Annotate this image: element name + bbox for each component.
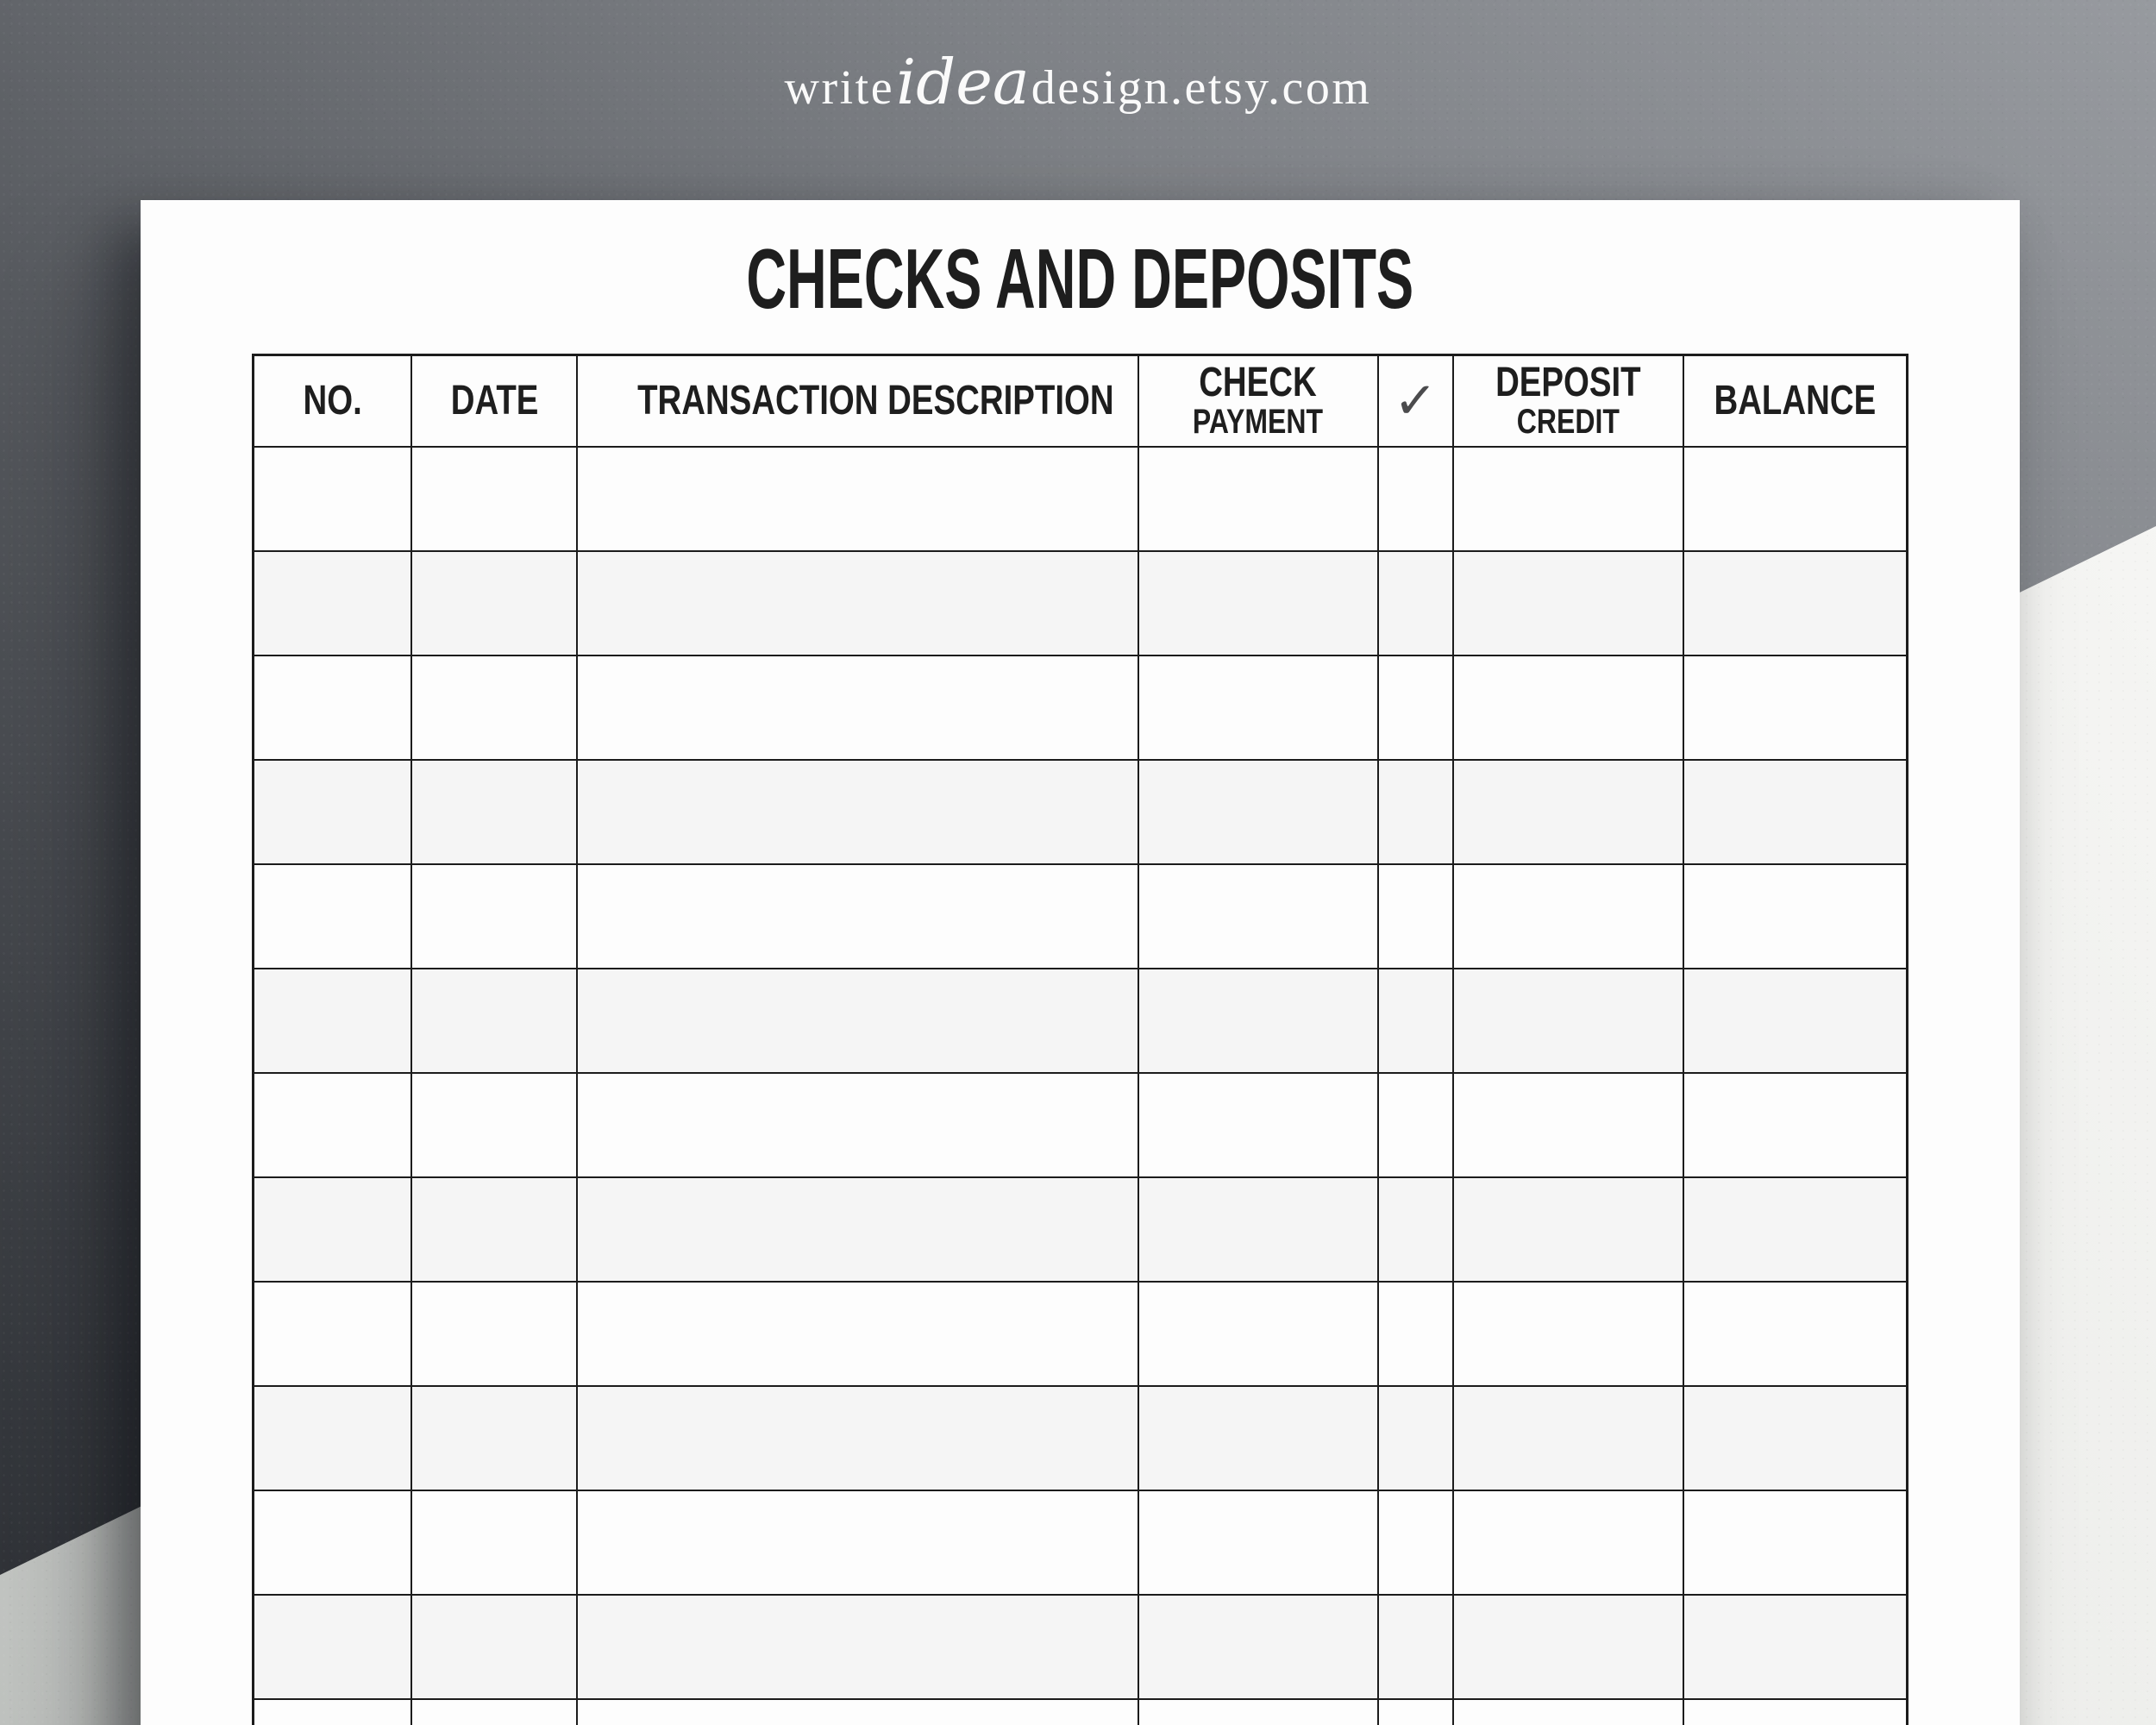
table-cell	[577, 447, 1138, 551]
table-row	[254, 1177, 1908, 1282]
table-cell	[254, 656, 412, 760]
table-cell	[1378, 1282, 1454, 1386]
table-cell	[577, 1073, 1138, 1177]
table-cell	[1138, 1699, 1378, 1725]
table-cell	[254, 1386, 412, 1490]
table-cell	[1378, 760, 1454, 864]
table-cell	[1453, 447, 1683, 551]
table-cell	[1378, 1177, 1454, 1282]
table-cell	[1683, 760, 1908, 864]
table-cell	[577, 1699, 1138, 1725]
table-cell	[1138, 760, 1378, 864]
table-cell	[1453, 1699, 1683, 1725]
table-cell	[1453, 969, 1683, 1073]
table-cell	[411, 864, 577, 969]
table-cell	[254, 1699, 412, 1725]
header-row	[254, 355, 1908, 448]
table-cell	[411, 551, 577, 656]
table-row	[254, 1490, 1908, 1595]
table-cell	[577, 760, 1138, 864]
table-cell	[1378, 1490, 1454, 1595]
table-cell	[1453, 1595, 1683, 1699]
table-cell	[254, 1073, 412, 1177]
header-balance: BALANCE	[1683, 355, 1908, 448]
table-cell	[411, 969, 577, 1073]
table-cell	[411, 1177, 577, 1282]
table-cell	[1453, 1073, 1683, 1177]
watermark-prefix: write	[784, 61, 895, 115]
table-cell	[254, 1177, 412, 1282]
checkmark-icon: ✓	[1393, 370, 1438, 432]
table-cell	[1138, 969, 1378, 1073]
table-cell	[411, 1073, 577, 1177]
table-row	[254, 864, 1908, 969]
table-cell	[254, 1490, 412, 1595]
table-cell	[1138, 1595, 1378, 1699]
table-cell	[1453, 864, 1683, 969]
table-cell	[577, 1595, 1138, 1699]
table-cell	[411, 1282, 577, 1386]
table-row	[254, 551, 1908, 656]
table-cell	[411, 1490, 577, 1595]
table-cell	[1138, 864, 1378, 969]
table-cell	[1378, 864, 1454, 969]
header-transaction-description: TRANSACTION DESCRIPTION	[577, 355, 1138, 448]
table-cell	[1138, 551, 1378, 656]
header-date: DATE	[411, 355, 577, 448]
table-row	[254, 1386, 1908, 1490]
table-cell	[1378, 551, 1454, 656]
table-cell	[411, 1386, 577, 1490]
table-row	[254, 1282, 1908, 1386]
table-cell	[254, 551, 412, 656]
table-cell	[411, 760, 577, 864]
table-cell	[577, 1177, 1138, 1282]
table-cell	[1683, 656, 1908, 760]
table-cell	[1378, 1073, 1454, 1177]
table-cell	[1683, 551, 1908, 656]
watermark-script: idea	[896, 46, 1030, 118]
table-row	[254, 1699, 1908, 1725]
table-cell	[577, 1282, 1138, 1386]
table-row	[254, 969, 1908, 1073]
table-cell	[1378, 1595, 1454, 1699]
table-body	[254, 447, 1908, 1725]
table-cell	[1683, 1699, 1908, 1725]
table-cell	[1378, 969, 1454, 1073]
table-cell	[254, 1282, 412, 1386]
table-cell	[1683, 1490, 1908, 1595]
table-cell	[577, 969, 1138, 1073]
table-cell	[1683, 864, 1908, 969]
table-cell	[577, 656, 1138, 760]
table-cell	[1453, 1386, 1683, 1490]
table-cell	[411, 656, 577, 760]
table-cell	[1683, 1595, 1908, 1699]
table-row	[254, 447, 1908, 551]
table-cell	[1453, 656, 1683, 760]
table-cell	[1138, 1073, 1378, 1177]
table-cell	[254, 864, 412, 969]
table-cell	[1378, 447, 1454, 551]
table-cell	[1138, 1177, 1378, 1282]
table-cell	[1683, 447, 1908, 551]
table-cell	[1453, 1490, 1683, 1595]
table-cell	[577, 1490, 1138, 1595]
table-cell	[411, 1595, 577, 1699]
table-cell	[254, 1595, 412, 1699]
table-cell	[1683, 1073, 1908, 1177]
table-row	[254, 1073, 1908, 1177]
table-cell	[1683, 1177, 1908, 1282]
table-cell	[577, 551, 1138, 656]
table-cell	[1683, 1282, 1908, 1386]
table-row	[254, 760, 1908, 864]
watermark-suffix: design.etsy.com	[1031, 61, 1372, 115]
table-cell	[1453, 551, 1683, 656]
table-cell	[1683, 969, 1908, 1073]
table-cell	[1453, 1282, 1683, 1386]
header-cleared	[1378, 355, 1454, 448]
table-cell	[1378, 1386, 1454, 1490]
table-cell	[1453, 760, 1683, 864]
table-cell	[411, 1699, 577, 1725]
table-cell	[1138, 1282, 1378, 1386]
table-cell	[1138, 1490, 1378, 1595]
page-title: CHECKS AND DEPOSITS	[746, 231, 1414, 326]
table-cell	[1378, 656, 1454, 760]
checks-deposits-table	[252, 354, 1908, 1725]
table-cell	[577, 864, 1138, 969]
table-cell	[1138, 656, 1378, 760]
table-cell	[254, 760, 412, 864]
watermark	[0, 45, 2156, 119]
table-cell	[1138, 1386, 1378, 1490]
header-check-payment: CHECK PAYMENT	[1138, 355, 1378, 448]
table-cell	[1378, 1699, 1454, 1725]
table-cell	[254, 969, 412, 1073]
table-row	[254, 1595, 1908, 1699]
table-cell	[254, 447, 412, 551]
table-cell	[1138, 447, 1378, 551]
printable-page	[141, 200, 2020, 1725]
table-cell	[1683, 1386, 1908, 1490]
table-cell	[577, 1386, 1138, 1490]
header-no: NO.	[254, 355, 412, 448]
header-deposit-credit: DEPOSIT CREDIT	[1453, 355, 1683, 448]
table-cell	[1453, 1177, 1683, 1282]
table-row	[254, 656, 1908, 760]
table-cell	[411, 447, 577, 551]
